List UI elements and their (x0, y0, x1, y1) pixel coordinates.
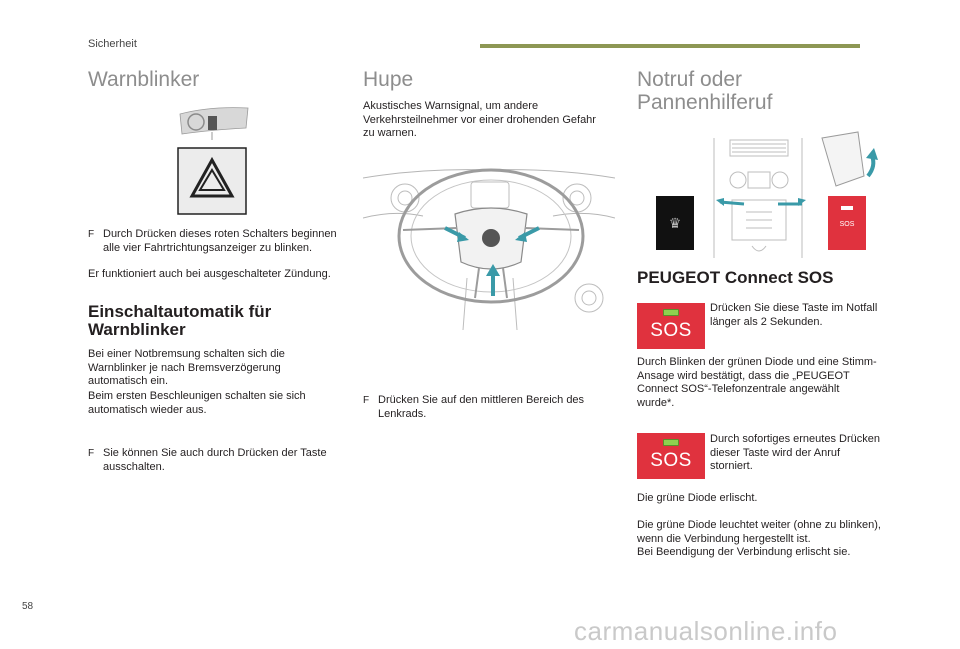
header-accent-bar (480, 44, 860, 48)
sos-led-off-text: Die grüne Diode erlischt. (637, 492, 758, 504)
auto-hazard-para1: Bei einer Notbremsung schalten sich die Warnblinker je nach Bremsverzögerung automatisch ein. (88, 348, 285, 387)
bullet-icon: F (88, 229, 95, 240)
sos-button-label: SOS (650, 320, 692, 341)
auto-hazard-para2: Beim ersten Beschleunigen schalten sie sich automatisch wieder aus. (88, 390, 306, 416)
arrow-up-icon (866, 148, 878, 160)
sos-led-on-text: Die grüne Diode leuchtet weiter (ohne zu blinken), wenn die Verbindung hergestellt ist. (637, 519, 881, 545)
watermark: carmanualsonline.info (574, 616, 838, 646)
hazard-note: Er funktioniert auch bei ausgeschalteter Zündung. (88, 268, 331, 280)
warnblinker-title: Warnblinker (88, 68, 200, 91)
hupe-title: Hupe (363, 68, 414, 91)
hazard-switch-illustration (170, 104, 254, 218)
section-label: Sicherheit (88, 38, 137, 50)
sos-cancel-text: Durch sofortiges erneutes Drücken dieser Taste wird der Anruf storniert. (710, 433, 880, 472)
sos-press-text: Drücken Sie diese Taste im Notfall länger als 2 Sekunden. (710, 302, 878, 328)
hupe-bullet (363, 394, 613, 421)
page-number: 58 (22, 601, 34, 612)
bullet-icon: F (88, 448, 95, 459)
sos-small-label: SOS (839, 221, 855, 228)
sos-console-illustration (652, 128, 882, 260)
hazard-bullet (88, 228, 346, 255)
auto-hazard-bullet (88, 447, 338, 474)
steering-wheel-illustration (363, 158, 615, 330)
bullet-icon: F (363, 395, 370, 406)
sos-end-text: Bei Beendigung der Verbindung erlischt sie. (637, 546, 851, 558)
svg-text:♛: ♛ (668, 215, 682, 231)
notruf-title-line2: Pannenhilferuf (637, 91, 773, 114)
auto-hazard-bullet-text: Sie können Sie auch durch Drücken der Taste ausschalten. (103, 447, 327, 473)
hazard-bullet-text: Durch Drücken dieses roten Schalters beginnen alle vier Fahrtrichtungsanzeiger zu blinken. (103, 228, 337, 254)
hupe-para: Akustisches Warnsignal, um andere Verkehrsteilnehmer vor einer drohenden Gefahr zu warnen. (363, 100, 596, 139)
sos-button-repeat (637, 433, 705, 479)
hupe-bullet-text: Drücken Sie auf den mittleren Bereich des Lenkrads. (378, 394, 585, 420)
sos-button-label: SOS (650, 450, 692, 471)
green-led-icon (663, 439, 679, 446)
sos-confirm-text: Durch Blinken der grünen Diode und eine Stimm-Ansage wird bestätigt, dass die „PEUGEOT Connect SOS“-Telefonzentrale angewählt wurde*. (637, 356, 877, 409)
auto-hazard-title-line2: Warnblinker (88, 320, 186, 339)
arrow-left-icon (716, 198, 724, 206)
sos-button (637, 303, 705, 349)
notruf-title-line1: Notruf oder (637, 68, 743, 91)
peugeot-connect-sos-title: PEUGEOT Connect SOS (637, 268, 834, 287)
auto-hazard-title-line1: Einschaltautomatik für (88, 302, 272, 321)
green-led-icon (663, 309, 679, 316)
